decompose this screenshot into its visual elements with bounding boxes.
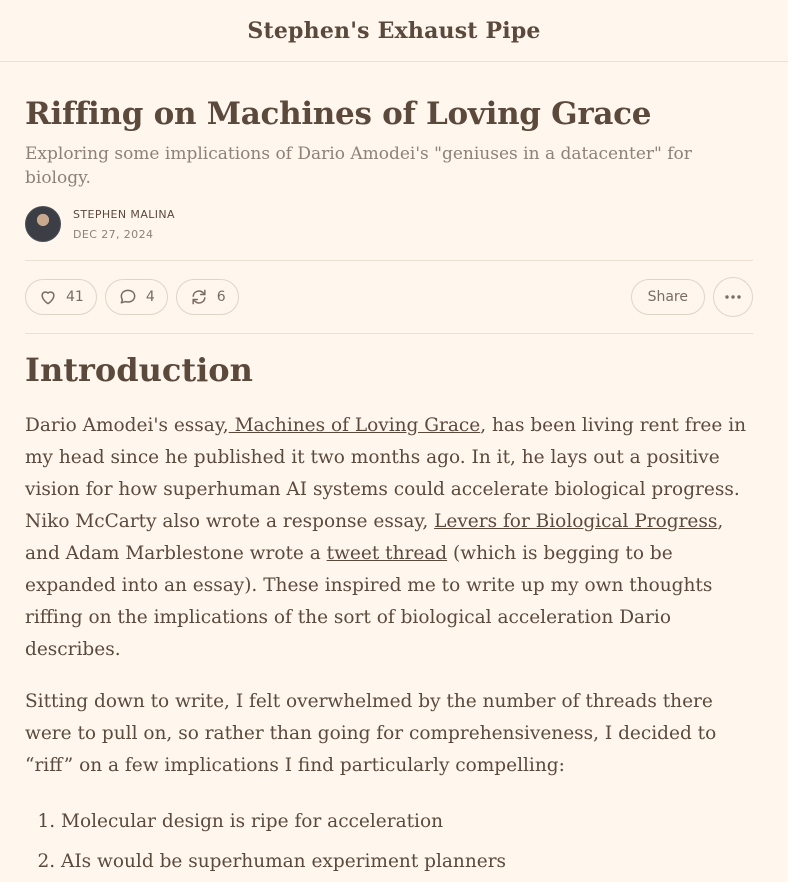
like-count: 41 (66, 289, 84, 305)
post-content (0, 94, 788, 882)
list-item: 1. Molecular design is ripe for acceleration (61, 802, 753, 842)
link-levers-for-biological-progress[interactable]: Levers for Biological Progress (434, 511, 718, 532)
byline (25, 206, 753, 242)
post-date: DEC 27, 2024 (73, 227, 154, 241)
restack-button[interactable] (176, 279, 239, 315)
section-heading: Introduction (25, 351, 253, 389)
paragraph: Sitting down to write, I felt overwhelmed by the number of threads there were to pull on, so rather than going for comprehensiveness, I decided to “riff” on a few implications I find particularly compelling: (25, 691, 717, 776)
author-name[interactable]: STEPHEN MALINA (73, 207, 175, 221)
byline-meta (73, 208, 175, 241)
like-button[interactable] (25, 279, 97, 315)
link-tweet-thread[interactable]: tweet thread (326, 543, 448, 564)
post-subtitle: Exploring some implications of Dario Amodei's "geniuses in a datacenter" for biology. (25, 144, 692, 188)
more-options-button[interactable] (713, 277, 753, 317)
comment-button[interactable] (105, 279, 168, 315)
heart-icon (38, 287, 58, 307)
post-actions (25, 261, 753, 333)
restack-icon (189, 287, 209, 307)
post-title: Riffing on Machines of Loving Grace (25, 96, 652, 132)
implications-list (25, 802, 753, 882)
comment-count: 4 (145, 289, 155, 305)
author-avatar[interactable] (25, 206, 61, 242)
comment-icon (118, 287, 138, 307)
publication-header (0, 0, 788, 62)
share-button[interactable]: Share (631, 279, 705, 315)
ellipsis-icon (724, 294, 742, 300)
divider (25, 333, 753, 334)
restack-count: 6 (216, 289, 226, 305)
link-machines-of-loving-grace[interactable]: Machines of Loving Grace (228, 415, 481, 436)
list-item: 2. AIs would be superhuman experiment planners (61, 842, 753, 882)
paragraph: Dario Amodei's essay, Machines of Loving Grace, has been living rent free in my head since he published it two months ago. In it, he lays out a positive vision for how superhuman AI systems could accelerate biological progress. Niko McCarty also wrote a response essay, Levers for Biological Progress, and Adam Marblestone wrote a tweet thread (which is begging to be expanded into an essay). These inspired me to write up my own thoughts riffing on the implications of the sort of biological acceleration Dario describes. (25, 415, 747, 660)
publication-name[interactable]: Stephen's Exhaust Pipe (247, 17, 541, 44)
